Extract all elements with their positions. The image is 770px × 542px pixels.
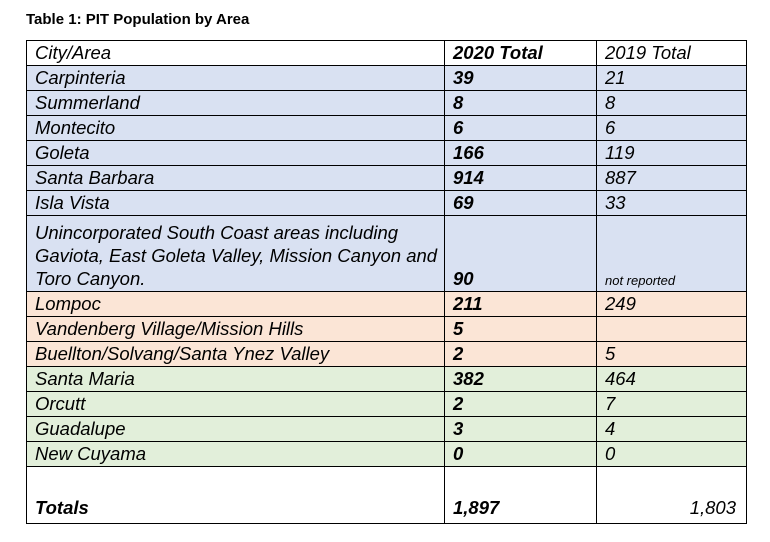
- area-cell: Orcutt: [27, 392, 445, 417]
- table-row: [27, 166, 747, 191]
- area-cell: Isla Vista: [27, 191, 445, 216]
- table-row: [27, 367, 747, 392]
- total-2019-cell: not reported: [597, 216, 747, 292]
- total-2020-cell: 69: [445, 191, 597, 216]
- header-city-area: City/Area: [27, 41, 445, 66]
- table-row: [27, 141, 747, 166]
- area-cell: Carpinteria: [27, 66, 445, 91]
- area-cell: Unincorporated South Coast areas including Gaviota, East Goleta Valley, Mission Canyon and Toro Canyon.: [27, 216, 445, 292]
- header-row: [27, 41, 747, 66]
- header-2020-total: 2020 Total: [445, 41, 597, 66]
- table-row: [27, 191, 747, 216]
- table-row: [27, 116, 747, 141]
- table-row: [27, 216, 747, 292]
- totals-2019-cell: 1,803: [597, 467, 747, 524]
- area-cell: Guadalupe: [27, 417, 445, 442]
- totals-row: [27, 467, 747, 524]
- total-2019-cell: 33: [597, 191, 747, 216]
- total-2020-cell: 5: [445, 317, 597, 342]
- total-2019-cell: 249: [597, 292, 747, 317]
- total-2019-cell: 7: [597, 392, 747, 417]
- area-cell: Goleta: [27, 141, 445, 166]
- total-2019-cell: 8: [597, 91, 747, 116]
- total-2020-cell: 8: [445, 91, 597, 116]
- total-2019-cell: 887: [597, 166, 747, 191]
- pit-population-table: [26, 40, 747, 524]
- table-row: [27, 66, 747, 91]
- total-2019-cell: 119: [597, 141, 747, 166]
- table-row: [27, 417, 747, 442]
- total-2020-cell: 382: [445, 367, 597, 392]
- total-2019-cell: 464: [597, 367, 747, 392]
- area-cell: Buellton/Solvang/Santa Ynez Valley: [27, 342, 445, 367]
- table-row: [27, 317, 747, 342]
- total-2019-cell: 21: [597, 66, 747, 91]
- total-2019-cell: 5: [597, 342, 747, 367]
- area-cell: Montecito: [27, 116, 445, 141]
- area-cell: Summerland: [27, 91, 445, 116]
- area-cell: New Cuyama: [27, 442, 445, 467]
- total-2019-cell: [597, 317, 747, 342]
- area-cell: Vandenberg Village/Mission Hills: [27, 317, 445, 342]
- header-2019-total: 2019 Total: [597, 41, 747, 66]
- totals-2020-cell: 1,897: [445, 467, 597, 524]
- area-cell: Santa Maria: [27, 367, 445, 392]
- area-cell: Santa Barbara: [27, 166, 445, 191]
- total-2020-cell: 914: [445, 166, 597, 191]
- table-row: [27, 342, 747, 367]
- total-2020-cell: 211: [445, 292, 597, 317]
- area-cell: Lompoc: [27, 292, 445, 317]
- total-2020-cell: 90: [445, 216, 597, 292]
- total-2019-cell: 4: [597, 417, 747, 442]
- total-2020-cell: 166: [445, 141, 597, 166]
- table-row: [27, 91, 747, 116]
- total-2020-cell: 39: [445, 66, 597, 91]
- total-2019-cell: 6: [597, 116, 747, 141]
- table-caption: Table 1: PIT Population by Area: [26, 11, 250, 28]
- table-row: [27, 292, 747, 317]
- total-2020-cell: 2: [445, 392, 597, 417]
- total-2020-cell: 0: [445, 442, 597, 467]
- total-2020-cell: 6: [445, 116, 597, 141]
- total-2020-cell: 2: [445, 342, 597, 367]
- totals-label: Totals: [27, 467, 445, 524]
- total-2019-cell: 0: [597, 442, 747, 467]
- table-row: [27, 392, 747, 417]
- table-row: [27, 442, 747, 467]
- total-2020-cell: 3: [445, 417, 597, 442]
